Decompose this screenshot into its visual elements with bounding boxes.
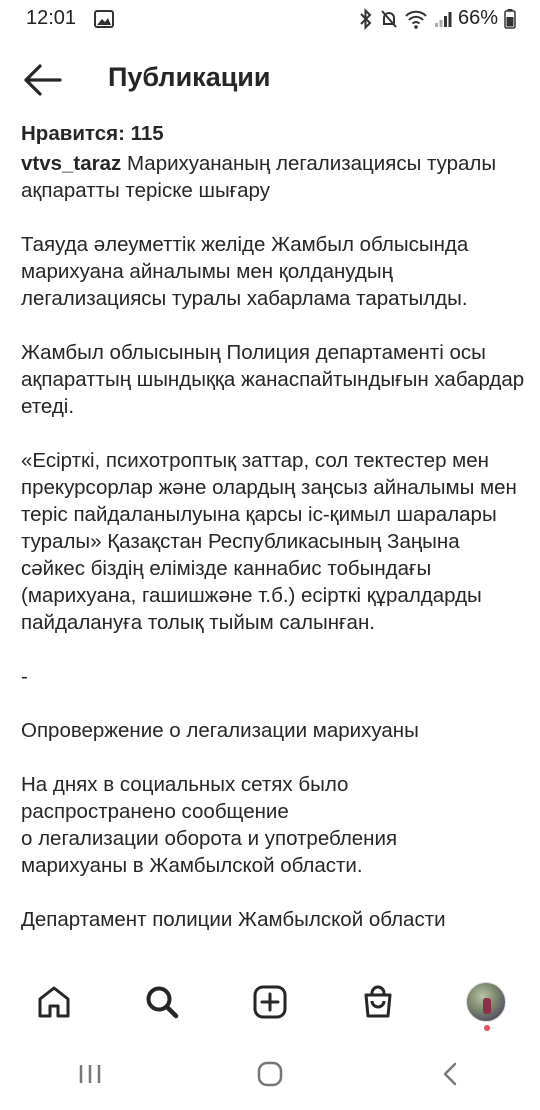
page-title: Публикации bbox=[108, 62, 271, 92]
system-back-button[interactable] bbox=[420, 1049, 480, 1099]
bluetooth-icon bbox=[358, 8, 374, 30]
back-button[interactable] bbox=[22, 62, 62, 98]
status-icons bbox=[358, 7, 516, 30]
likes-count[interactable]: Нравится: 115 bbox=[21, 122, 164, 145]
nav-shop[interactable] bbox=[351, 975, 405, 1029]
recent-apps-icon bbox=[77, 1063, 103, 1085]
recent-apps-button[interactable] bbox=[60, 1049, 120, 1099]
caption-title: Марихуананың легализациясы туралы ақпаратты теріске шығару bbox=[21, 152, 497, 202]
caption-dash: - bbox=[21, 665, 28, 688]
back-chevron-icon bbox=[440, 1061, 460, 1087]
shop-icon bbox=[360, 984, 396, 1020]
nav-search[interactable] bbox=[135, 975, 189, 1029]
system-home-button[interactable] bbox=[240, 1049, 300, 1099]
wifi-icon bbox=[404, 9, 428, 29]
profile-avatar bbox=[466, 982, 506, 1022]
bottom-nav bbox=[0, 966, 540, 1038]
caption-paragraph: Таяуда әлеуметтік желіде Жамбыл облысында марихуана айналымы мен қолданудың легализациясы туралы хабарлама таратылды. bbox=[21, 233, 469, 310]
search-icon bbox=[144, 984, 180, 1020]
nav-home[interactable] bbox=[27, 975, 81, 1029]
status-bar bbox=[0, 0, 540, 38]
home-icon bbox=[36, 984, 72, 1020]
status-time: 12:01 bbox=[26, 7, 77, 29]
system-nav bbox=[0, 1038, 540, 1110]
caption-paragraph: На днях в социальных сетях было распространено сообщение о легализации оборота и употребления марихуаны в Жамбылской области. bbox=[21, 773, 398, 877]
signal-icon bbox=[434, 10, 452, 28]
create-post-icon bbox=[252, 984, 288, 1020]
header bbox=[0, 50, 540, 110]
caption-paragraph: Опровержение о легализации марихуаны bbox=[21, 719, 419, 742]
arrow-left-icon bbox=[22, 62, 62, 98]
username-link[interactable]: vtvs_taraz bbox=[21, 152, 122, 175]
nav-create[interactable] bbox=[243, 975, 297, 1029]
gallery-icon bbox=[94, 10, 114, 33]
battery-text: 66% bbox=[457, 7, 498, 29]
caption-paragraph: «Есірткі, психотроптық заттар, сол тектестер мен прекурсорлар және олардың заңсыз айналымы мен теріс пайдаланылуына қарсы іс-қимыл шаралары туралы» Қазақстан Республикасының Заңына сәйкес біздің елімізде каннабис тобындағы (марихуана, гашишжәне т.б.) есірткі құралдарды пайдалануға толық тыйым салынған. bbox=[21, 449, 517, 634]
caption-first bbox=[21, 150, 526, 204]
battery-icon bbox=[504, 9, 516, 29]
post-content bbox=[21, 120, 526, 965]
caption-paragraph: Департамент полиции Жамбылской области bbox=[21, 908, 446, 931]
mute-icon bbox=[380, 8, 398, 30]
caption-paragraph: Жамбыл облысының Полиция департаменті осы ақпараттың шындыққа жанаспайтындығын хабардар етеді. bbox=[21, 341, 525, 418]
notification-dot bbox=[484, 1025, 490, 1031]
home-circle-icon bbox=[256, 1060, 284, 1088]
nav-profile[interactable] bbox=[459, 975, 513, 1029]
